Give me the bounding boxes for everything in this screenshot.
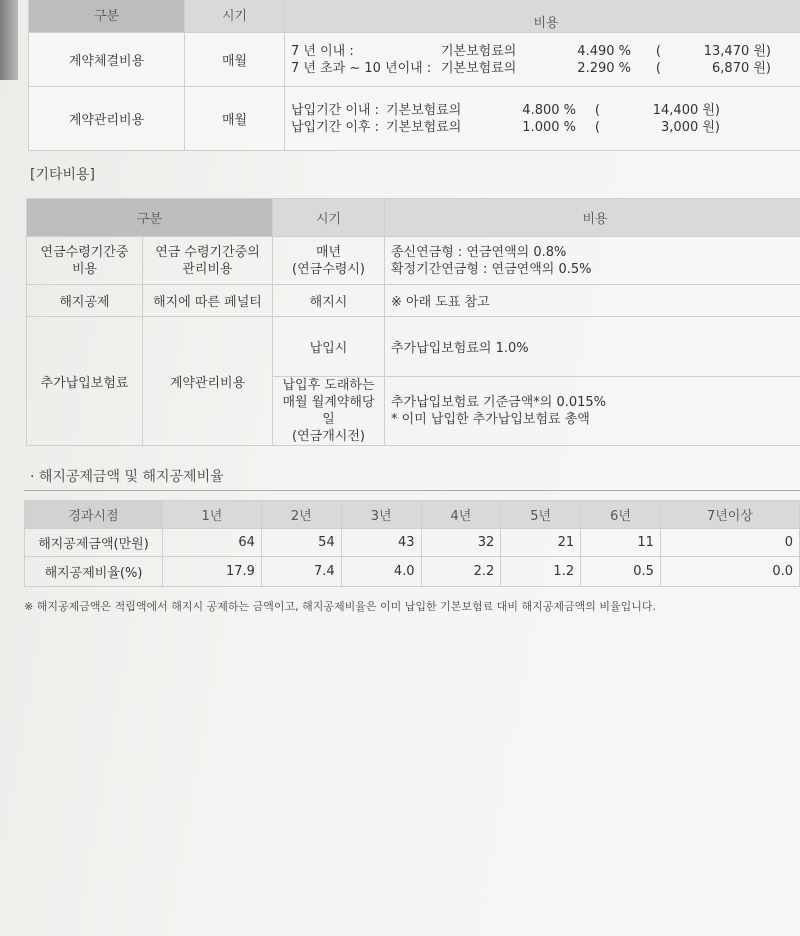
value-cell: 0 (660, 529, 799, 557)
period-text: 매년 (연금수령시) (292, 244, 365, 277)
paren-text: ( (655, 60, 661, 76)
value-cell: 4.0 (341, 557, 421, 587)
amount-text: 3,000 원) (661, 119, 720, 135)
subcategory-text: 연금 수령기간중의 관리비용 (155, 244, 260, 277)
header-cost: 비용 (285, 0, 800, 33)
pct-text: 1.000 % (522, 119, 576, 135)
row-category: 해지공제 (27, 285, 143, 317)
year-label: 5년 (501, 501, 581, 529)
row-cost (385, 377, 800, 446)
cond-text: 납입기간 이후 : (291, 119, 379, 135)
row-label: 해지공제비율(%) (25, 557, 163, 587)
cost-text: 종신연금형 : 연금연액의 0.8% 확정기간연금형 : 연금연액의 0.5% (391, 244, 592, 277)
pct-text: 4.800 % (522, 102, 576, 118)
amount-text: 6,870 원) (712, 60, 771, 76)
paren-text: ( (594, 102, 600, 118)
row-subcategory: 해지에 따른 페널티 (143, 285, 273, 317)
other-cost-table (26, 198, 800, 446)
cond-text: 7 년 이내 : (291, 43, 354, 59)
paren-text: ( (594, 119, 600, 135)
pct-text: 2.290 % (577, 60, 631, 76)
section-title-surrender: · 해지공제금액 및 해지공제비율 (30, 469, 224, 485)
row-period: 해지시 (273, 285, 385, 317)
base-text: 기본보험료의 (441, 43, 517, 59)
value-cell: 7.4 (261, 557, 341, 587)
value-cell: 43 (341, 529, 421, 557)
page-edge-shadow (0, 0, 18, 80)
row-cost: ※ 아래 도표 참고 (385, 285, 800, 317)
category-text: 연금수령기간중 비용 (40, 244, 129, 277)
row-name: 계약체결비용 (29, 33, 185, 87)
year-label: 6년 (581, 501, 661, 529)
section-divider (24, 490, 800, 491)
value-cell: 1.2 (501, 557, 581, 587)
year-label: 1년 (163, 501, 262, 529)
year-label: 3년 (341, 501, 421, 529)
value-cell: 64 (163, 529, 262, 557)
cond-text: 납입기간 이내 : (291, 102, 379, 118)
cost-cell (285, 87, 800, 151)
cost-text: 추가납입보험료 기준금액*의 0.015% * 이미 납입한 추가납입보험료 총액 (391, 395, 607, 427)
paren-text: ( (655, 43, 661, 59)
row-name: 계약관리비용 (29, 87, 185, 151)
year-label: 2년 (261, 501, 341, 529)
cond-text: 7 년 초과 ~ 10 년이내 : (291, 60, 432, 76)
row-subcategory (143, 237, 273, 285)
row-period: 매월 (185, 87, 285, 151)
surrender-deduction-table (24, 500, 800, 587)
year-label: 7년이상 (660, 501, 799, 529)
row-category: 추가납입보험료 (27, 317, 143, 446)
row-period (273, 377, 385, 446)
period-text: 납입후 도래하는 매월 월계약해당일 (연금개시전) (282, 378, 375, 444)
header-period: 시기 (185, 0, 285, 33)
row-period: 매월 (185, 33, 285, 87)
amount-text: 13,470 원) (703, 43, 771, 59)
value-cell: 21 (501, 529, 581, 557)
row-cost: 추가납입보험료의 1.0% (385, 317, 800, 377)
pct-text: 4.490 % (577, 43, 631, 59)
section-title-other-costs: [기타비용] (30, 167, 96, 183)
value-cell: 11 (581, 529, 661, 557)
base-text: 기본보험료의 (386, 102, 462, 118)
value-cell: 2.2 (421, 557, 501, 587)
contract-cost-table (28, 0, 800, 151)
header-cost: 비용 (385, 199, 800, 237)
header-category: 구분 (29, 0, 185, 33)
header-category: 구분 (27, 199, 273, 237)
header-period: 시기 (273, 199, 385, 237)
amount-text: 14,400 원) (652, 102, 720, 118)
row-cost (385, 237, 800, 285)
value-cell: 32 (421, 529, 501, 557)
row-category (27, 237, 143, 285)
value-cell: 0.5 (581, 557, 661, 587)
row-subcategory: 계약관리비용 (143, 317, 273, 446)
base-text: 기본보험료의 (441, 60, 517, 76)
year-label: 4년 (421, 501, 501, 529)
footnote: ※ 해지공제금액은 적립액에서 해지시 공제하는 금액이고, 해지공제비율은 이미 납입한 기본보험료 대비 해지공제금액의 비율입니다. (24, 600, 656, 613)
value-cell: 54 (261, 529, 341, 557)
row-period: 납입시 (273, 317, 385, 377)
value-cell: 0.0 (660, 557, 799, 587)
row-period (273, 237, 385, 285)
row-label: 해지공제금액(만원) (25, 529, 163, 557)
header-elapsed: 경과시점 (25, 501, 163, 529)
value-cell: 17.9 (163, 557, 262, 587)
cost-cell (285, 33, 800, 87)
base-text: 기본보험료의 (386, 119, 462, 135)
